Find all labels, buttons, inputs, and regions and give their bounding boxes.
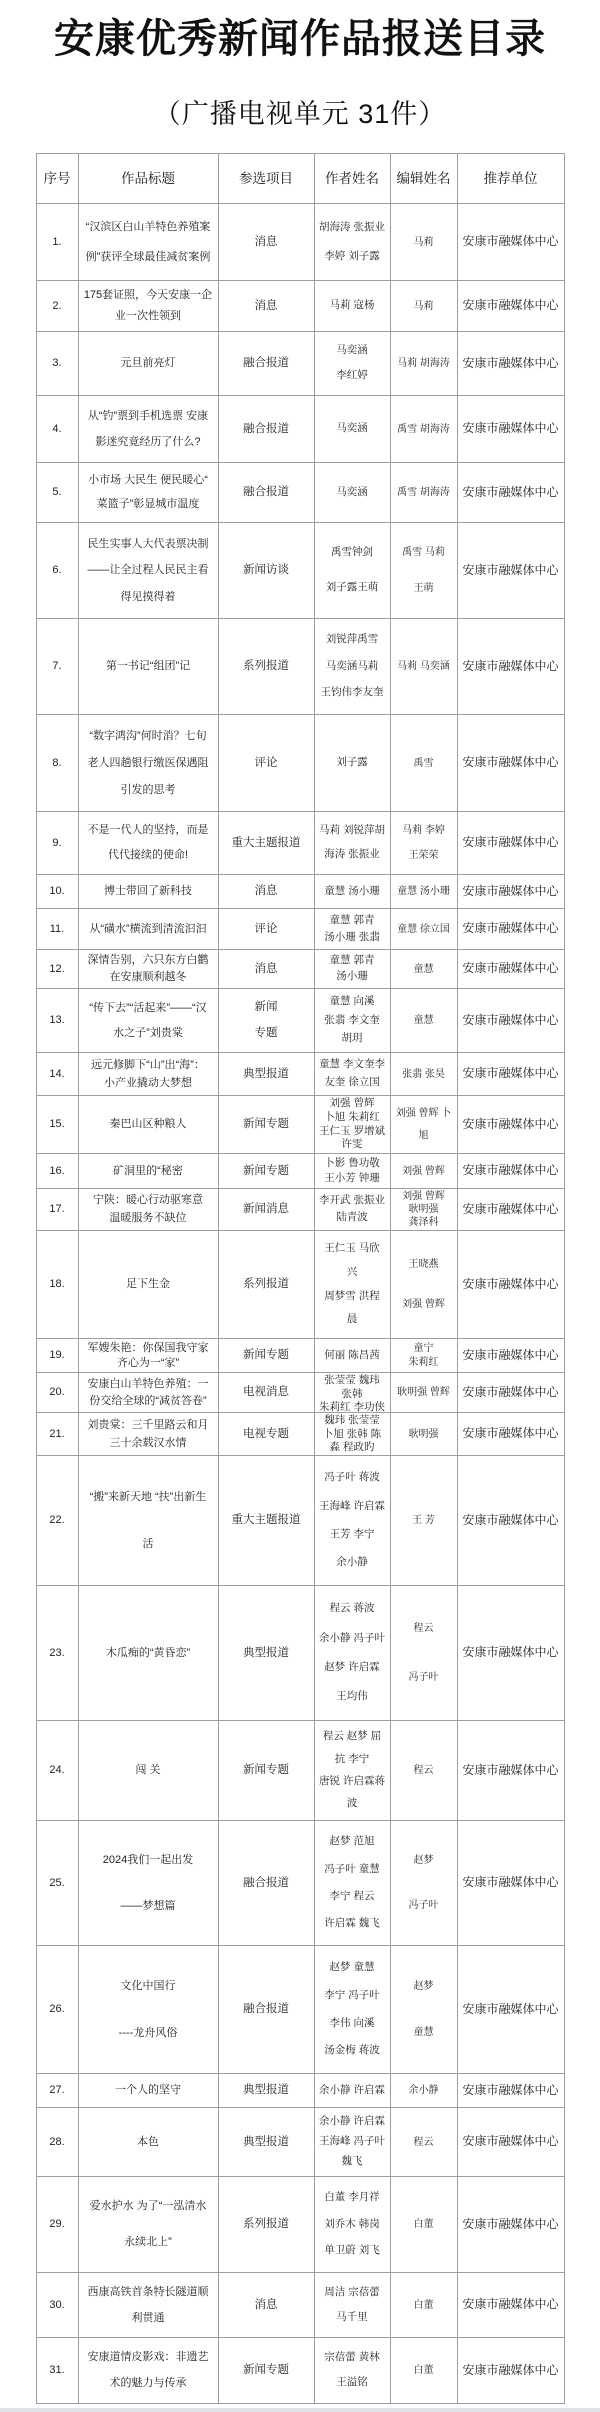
table-row [37,909,565,950]
header-cell-editors [391,154,458,204]
cell-category: 新闻访谈 [219,523,315,619]
cell-no: 14. [37,1053,79,1096]
cell-title: 不是一代人的坚持，而是 代代接续的使命! [79,812,219,875]
cell-no: 24. [37,1721,79,1821]
cell-editors: 程云 [391,1721,458,1821]
cell-title: 175套证照，今天安康一企 业一次性领到 [79,281,219,332]
cell-editors: 童慧 徐立国 [391,909,458,950]
cell-title: 闯 关 [79,1721,219,1821]
cell-category: 重大主题报道 [219,812,315,875]
cell-unit: 安康市融媒体中心 [458,463,565,523]
cell-unit: 安康市融媒体中心 [458,950,565,989]
header-cell-authors [315,154,391,204]
cell-category: 消息 [219,950,315,989]
cell-editors: 马莉 [391,281,458,332]
cell-no: 20. [37,1373,79,1413]
cell-editors: 禹雪 [391,715,458,812]
cell-editors: 刘强 曾辉 [391,1154,458,1189]
cell-authors: 马莉 刘锐萍胡 海涛 张振业 [315,812,391,875]
cell-title: 从“钓”票到手机选票 安康 影迷究竟经历了什么? [79,396,219,463]
cell-category: 系列报道 [219,1231,315,1339]
header-label-no: 序号 [43,170,71,186]
cell-editors: 白董 [391,2273,458,2338]
cell-unit: 安康市融媒体中心 [458,1373,565,1413]
cell-editors: 刘强 曾辉 卜 旭 [391,1096,458,1154]
cell-editors: 禹雪 胡海涛 [391,396,458,463]
cell-no: 22. [37,1456,79,1586]
cell-title: 宁陕：暖心行动驱寒意 温暖服务不缺位 [79,1189,219,1231]
cell-title: “搬”来新天地 “扶”出新生 活 [79,1456,219,1586]
cell-title: 安康道情皮影戏：非遗艺 术的魅力与传承 [79,2338,219,2404]
cell-editors: 赵梦 童慧 [391,1946,458,2074]
cell-category: 新闻专题 [219,1339,315,1373]
cell-no: 12. [37,950,79,989]
cell-unit: 安康市融媒体中心 [458,1096,565,1154]
cell-category: 典型报道 [219,2108,315,2177]
header-cell-no [37,154,79,204]
cell-unit: 安康市融媒体中心 [458,1053,565,1096]
cell-unit: 安康市融媒体中心 [458,875,565,909]
cell-authors: 马奕涵 李红婷 [315,332,391,396]
cell-no: 2. [37,281,79,332]
cell-unit: 安康市融媒体中心 [458,1413,565,1456]
cell-authors: 马奕涵 [315,396,391,463]
cell-editors: 童宁 朱莉红 [391,1339,458,1373]
cell-category: 融合报道 [219,463,315,523]
cell-editors: 耿明强 [391,1413,458,1456]
cell-authors: 赵梦 范旭 冯子叶 童慧 李宁 程云 许启霖 魏飞 [315,1821,391,1946]
cell-category: 评论 [219,715,315,812]
cell-authors: 余小静 许启霖 [315,2074,391,2108]
cell-editors: 余小静 [391,2074,458,2108]
cell-category: 新闻专题 [219,1096,315,1154]
cell-category: 消息 [219,204,315,281]
cell-title: “数字鸿沟”何时消？七旬 老人四趟银行缴医保遇阻 引发的思考 [79,715,219,812]
cell-category: 融合报道 [219,1821,315,1946]
cell-editors: 耿明强 曾辉 [391,1373,458,1413]
cell-title: “传下去”“活起来”——“汉 水之子”刘贵棠 [79,989,219,1053]
header-cell-unit [458,154,565,204]
cell-editors: 白董 [391,2338,458,2404]
cell-category: 电视专题 [219,1413,315,1456]
table-row [37,2273,565,2338]
cell-category: 消息 [219,281,315,332]
header-label-unit: 推荐单位 [483,170,538,186]
cell-authors: 程云 蒋波 余小静 冯子叶 赵梦 许启霖 王均伟 [315,1586,391,1721]
cell-editors: 张翡 张昊 [391,1053,458,1096]
cell-title: 深情告别，六只东方白鹳 在安康顺利越冬 [79,950,219,989]
cell-editors: 马莉 [391,204,458,281]
cell-title: 从“磺水”横流到清流汩汩 [79,909,219,950]
cell-title: 木瓜痴的“黄昏恋” [79,1586,219,1721]
cell-category: 典型报道 [219,1053,315,1096]
table-row [37,1339,565,1373]
cell-unit: 安康市融媒体中心 [458,1189,565,1231]
cell-editors: 程云 冯子叶 [391,1586,458,1721]
cell-unit: 安康市融媒体中心 [458,332,565,396]
cell-authors: 李开武 张振业 陆青波 [315,1189,391,1231]
cell-no: 7. [37,619,79,715]
cell-no: 11. [37,909,79,950]
table-row [37,1231,565,1339]
cell-no: 15. [37,1096,79,1154]
cell-no: 16. [37,1154,79,1189]
cell-editors: 禹雪 马莉 王萌 [391,523,458,619]
cell-title: 第一书记“组团”记 [79,619,219,715]
cell-authors: 余小静 许启霖 王海峰 冯子叶 魏飞 [315,2108,391,2177]
cell-editors: 马莉 马奕涵 [391,619,458,715]
cell-category: 消息 [219,875,315,909]
bottom-edge-strip [0,2408,600,2412]
cell-category: 系列报道 [219,2177,315,2273]
cell-authors: 胡海涛 张振业 李婷 刘子露 [315,204,391,281]
cell-unit: 安康市融媒体中心 [458,1821,565,1946]
cell-no: 23. [37,1586,79,1721]
cell-authors: 白董 李月祥 刘乔木 韩岗 单卫蔚 刘飞 [315,2177,391,2273]
cell-authors: 刘子露 [315,715,391,812]
page-subtitle: （广播电视单元 31件） [153,99,447,129]
cell-title: 安康白山羊特色养殖：一 份交给全球的“减贫答卷” [79,1373,219,1413]
cell-authors: 程云 赵梦 屈 抗 李宁 唐锐 许启霖蒋 波 [315,1721,391,1821]
cell-unit: 安康市融媒体中心 [458,1154,565,1189]
cell-authors: 冯子叶 蒋波 王海峰 许启霖 王芳 李宁 余小静 [315,1456,391,1586]
table-row [37,2177,565,2273]
cell-editors: 童慧 [391,989,458,1053]
cell-category: 评论 [219,909,315,950]
table-row [37,2108,565,2177]
works-table [36,153,565,2404]
cell-authors: 卜影 鲁功敬 王小芳 钟珊 [315,1154,391,1189]
cell-authors: 童慧 向溪 张翡 李文奎 胡玥 [315,989,391,1053]
table-row [37,1154,565,1189]
cell-title: 一个人的坚守 [79,2074,219,2108]
cell-authors: 童慧 郭青 汤小珊 张翡 [315,909,391,950]
cell-unit: 安康市融媒体中心 [458,1946,565,2074]
cell-no: 19. [37,1339,79,1373]
cell-no: 29. [37,2177,79,2273]
table-row [37,1586,565,1721]
header-cell-title [79,154,219,204]
cell-category: 电视消息 [219,1373,315,1413]
cell-category: 消息 [219,2273,315,2338]
table-row [37,1413,565,1456]
cell-no: 17. [37,1189,79,1231]
cell-unit: 安康市融媒体中心 [458,2273,565,2338]
cell-unit: 安康市融媒体中心 [458,2177,565,2273]
header-cell-category [219,154,315,204]
cell-title: 远元修脚下“山”出“海”： 小产业撬动大梦想 [79,1053,219,1096]
table-header-row [37,154,565,204]
table-row [37,1821,565,1946]
cell-authors: 刘强 曾辉 卜旭 朱莉红 王仁玉 罗增斌 许雯 [315,1096,391,1154]
cell-authors: 赵梦 童慧 李宁 冯子叶 李伟 向溪 汤金梅 蒋波 [315,1946,391,2074]
cell-category: 新闻专题 [219,1154,315,1189]
cell-title: 足下生金 [79,1231,219,1339]
cell-no: 30. [37,2273,79,2338]
table-row [37,204,565,281]
table-row [37,1053,565,1096]
cell-editors: 刘强 曾辉 耿明强 龚泽科 [391,1189,458,1231]
cell-title: 西康高铁首条特长隧道顺 利贯通 [79,2273,219,2338]
table-row [37,1456,565,1586]
table-row [37,2074,565,2108]
cell-authors: 童慧 郭青 汤小珊 [315,950,391,989]
cell-no: 9. [37,812,79,875]
cell-category: 系列报道 [219,619,315,715]
header-label-authors: 作者姓名 [325,170,379,186]
cell-title: 2024我们一起出发 ——梦想篇 [79,1821,219,1946]
cell-editors: 王晓燕 刘强 曾辉 [391,1231,458,1339]
cell-unit: 安康市融媒体中心 [458,989,565,1053]
cell-no: 6. [37,523,79,619]
table-row [37,1946,565,2074]
cell-authors: 刘锐萍禹雪 马奕涵马莉 王钧伟李友奎 [315,619,391,715]
cell-no: 27. [37,2074,79,2108]
table-row [37,396,565,463]
cell-unit: 安康市融媒体中心 [458,812,565,875]
cell-category: 典型报道 [219,1586,315,1721]
cell-authors: 何丽 陈昌茜 [315,1339,391,1373]
table-row [37,523,565,619]
cell-no: 10. [37,875,79,909]
cell-no: 1. [37,204,79,281]
cell-title: 元旦前亮灯 [79,332,219,396]
cell-title: 秦巴山区种粮人 [79,1096,219,1154]
cell-category: 新闻专题 [219,1721,315,1821]
cell-editors: 禹雪 胡海涛 [391,463,458,523]
cell-category: 融合报道 [219,332,315,396]
cell-unit: 安康市融媒体中心 [458,204,565,281]
header-label-editors: 编辑姓名 [396,170,451,186]
cell-authors: 宗蓓蕾 黄林 王溢铭 [315,2338,391,2404]
cell-editors: 程云 [391,2108,458,2177]
page-title: 安康优秀新闻作品报送目录 [54,17,546,61]
cell-title: 军嫂朱艳：你保国我守家 齐心为一“家” [79,1339,219,1373]
cell-unit: 安康市融媒体中心 [458,619,565,715]
table-row [37,950,565,989]
cell-unit: 安康市融媒体中心 [458,1721,565,1821]
table-row [37,1189,565,1231]
cell-editors: 童慧 [391,950,458,989]
cell-title: “汉滨区白山羊特色养殖案 例”获评全球最佳减贫案例 [79,204,219,281]
cell-authors: 马奕涵 [315,463,391,523]
cell-unit: 安康市融媒体中心 [458,715,565,812]
cell-category: 新闻消息 [219,1189,315,1231]
cell-title: 本色 [79,2108,219,2177]
table-row [37,812,565,875]
cell-authors: 张莹莹 魏玮 张韩 朱莉红 李功侠 [315,1373,391,1413]
cell-editors: 童慧 汤小珊 [391,875,458,909]
cell-title: 小市场 大民生 便民暖心“ 菜篮子”彰显城市温度 [79,463,219,523]
cell-category: 融合报道 [219,396,315,463]
table-row [37,989,565,1053]
cell-no: 25. [37,1821,79,1946]
cell-title: 爱水护水 为了“一泓清水 永续北上” [79,2177,219,2273]
cell-no: 21. [37,1413,79,1456]
cell-unit: 安康市融媒体中心 [458,909,565,950]
header-label-title: 作品标题 [121,170,175,186]
cell-category: 融合报道 [219,1946,315,2074]
cell-title: 博士带回了新科技 [79,875,219,909]
cell-authors: 童慧 李文奎李 友奎 徐立国 [315,1053,391,1096]
cell-title: 民生实事人大代表票决制 ——让全过程人民民主看 得见摸得着 [79,523,219,619]
table-row [37,1373,565,1413]
table-row [37,875,565,909]
table-row [37,281,565,332]
cell-no: 13. [37,989,79,1053]
cell-title: 刘贵棠：三千里路云和月 三十余载汉水情 [79,1413,219,1456]
table-row [37,1721,565,1821]
cell-unit: 安康市融媒体中心 [458,2338,565,2404]
cell-category: 重大主题报道 [219,1456,315,1586]
cell-editors: 马莉 李婷 王荣荣 [391,812,458,875]
cell-unit: 安康市融媒体中心 [458,396,565,463]
cell-no: 5. [37,463,79,523]
cell-unit: 安康市融媒体中心 [458,1231,565,1339]
cell-unit: 安康市融媒体中心 [458,1339,565,1373]
cell-no: 28. [37,2108,79,2177]
cell-authors: 王仁玉 马欣 兴 周梦雪 洪程 晨 [315,1231,391,1339]
cell-category: 新闻 专题 [219,989,315,1053]
cell-authors: 魏玮 张莹莹 卜旭 张韩 陈 淼 程政旳 [315,1413,391,1456]
table-row [37,463,565,523]
cell-authors: 马莉 寇杨 [315,281,391,332]
cell-no: 26. [37,1946,79,2074]
table-row [37,619,565,715]
header-label-category: 参选项目 [239,170,293,186]
table-row [37,332,565,396]
cell-title: 文化中国行 ----龙舟风俗 [79,1946,219,2074]
cell-unit: 安康市融媒体中心 [458,1586,565,1721]
cell-category: 新闻专题 [219,2338,315,2404]
cell-authors: 禹雪钟剑 刘子露王萌 [315,523,391,619]
cell-editors: 白董 [391,2177,458,2273]
cell-no: 18. [37,1231,79,1339]
cell-no: 8. [37,715,79,812]
table-row [37,1096,565,1154]
cell-unit: 安康市融媒体中心 [458,2074,565,2108]
cell-authors: 周洁 宗蓓蕾 马千里 [315,2273,391,2338]
cell-unit: 安康市融媒体中心 [458,281,565,332]
cell-editors: 马莉 胡海涛 [391,332,458,396]
cell-authors: 童慧 汤小珊 [315,875,391,909]
cell-category: 典型报道 [219,2074,315,2108]
cell-editors: 赵梦 冯子叶 [391,1821,458,1946]
cell-unit: 安康市融媒体中心 [458,523,565,619]
cell-unit: 安康市融媒体中心 [458,2108,565,2177]
cell-no: 4. [37,396,79,463]
cell-title: 矿洞里的“秘密 [79,1154,219,1189]
table-row [37,715,565,812]
table-row [37,2338,565,2404]
cell-unit: 安康市融媒体中心 [458,1456,565,1586]
cell-no: 3. [37,332,79,396]
cell-no: 31. [37,2338,79,2404]
cell-editors: 王 芳 [391,1456,458,1586]
